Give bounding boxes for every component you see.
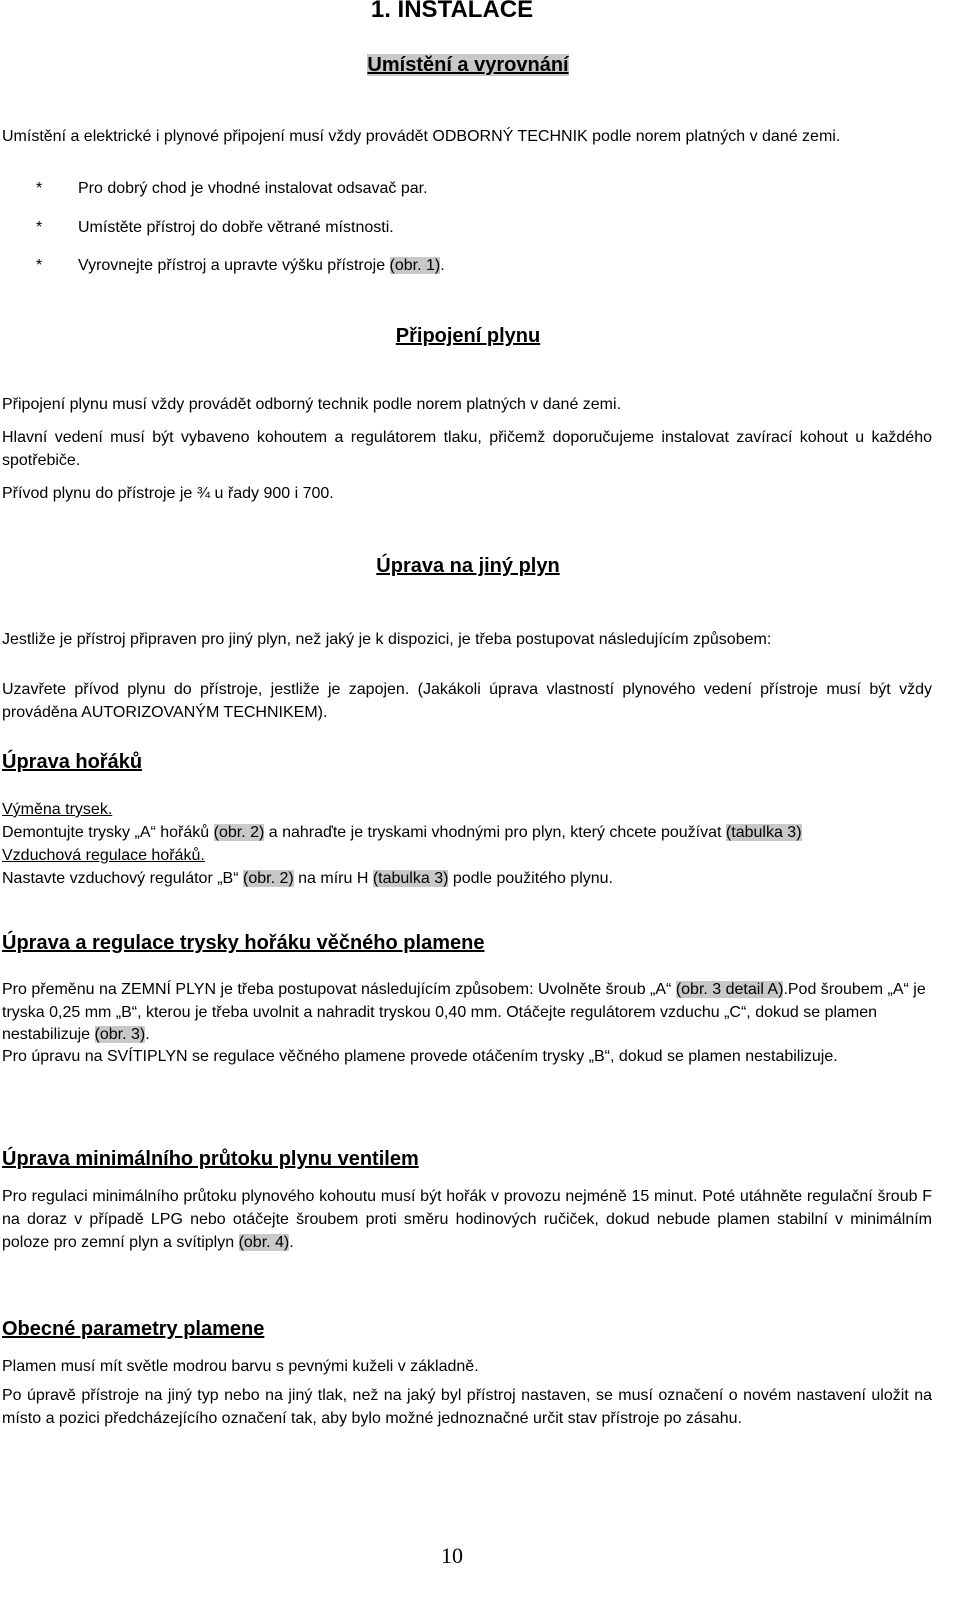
text-span: . — [289, 1234, 294, 1251]
bullet-item — [78, 257, 445, 275]
bullet-marker: * — [36, 180, 43, 197]
paragraph-min-flow — [2, 1185, 932, 1254]
paragraph-gas-2: Hlavní vedení musí být vybaveno kohoutem a regulátorem tlaku, přičemž doporučujeme instalovat zavírací kohout u každého spotřebiče. — [2, 429, 932, 469]
text-span: Pro regulaci minimálního průtoku plynového kohoutu musí být hořák v provozu nejméně 15 minut. Poté utáhněte regulační šroub F na doraz v případě LPG nebo otáčejte šroubem proti směru hodinových ručiček, dokud nebude plamen stabilní v minimálním poloze pro zemní plyn a svítiplyn — [2, 1188, 932, 1251]
paragraph-flame-1: Plamen musí mít světle modrou barvu s pevnými kuželi v základně. — [2, 1358, 479, 1375]
heading-min-flow: Úprava minimálního průtoku plynu ventilem — [2, 1148, 419, 1170]
figure-ref: (obr. 2) — [213, 824, 265, 841]
paragraph-gas-3: Přívod plynu do přístroje je ¾ u řady 900 i 700. — [2, 485, 334, 502]
text-span: Nastavte vzduchový regulátor „B“ — [2, 870, 243, 887]
heading-flame-parameters: Obecné parametry plamene — [2, 1318, 265, 1340]
paragraph-placement-intro: Umístění a elektrické i plynové připojení musí vždy provádět ODBORNÝ TECHNIK podle norem platných v dané zemi. — [2, 128, 841, 145]
paragraph-pilot-2: Pro úpravu na SVÍTIPLYN se regulace věčného plamene provede otáčením trysky „B“, dokud se plamen nestabilizuje. — [2, 1048, 838, 1065]
paragraph-flame-2: Po úpravě přístroje na jiný typ nebo na jiný tlak, než na jaký byl přístroj nastaven, se musí označení o novém nastavení uložit na místo a pozici předcházejícího označení tak, aby bylo možné jednoznačné určit stav přístroje po zásahu. — [2, 1387, 932, 1427]
bullet-item: Pro dobrý chod je vhodné instalovat odsavač par. — [78, 180, 428, 197]
bullet-marker: * — [36, 257, 43, 274]
heading-placement-text: Umístění a vyrovnání — [367, 54, 569, 76]
paragraph-pilot-1 — [2, 979, 932, 1047]
paragraph-conversion-2: Uzavřete přívod plynu do přístroje, jestliže je zapojen. (Jakákoli úprava vlastností plynového vedení přístroje musí být vždy prováděna AUTORIZOVANÝM TECHNIKEM). — [2, 681, 932, 721]
figure-ref: (obr. 2) — [243, 870, 294, 887]
text-span: a nahraďte je tryskami vhodnými pro plyn, který chcete používat — [264, 824, 726, 841]
figure-ref: (obr. 3) — [94, 1026, 146, 1043]
bullet-marker: * — [36, 219, 43, 236]
burners-line-2 — [2, 821, 932, 844]
figure-ref: (obr. 1) — [389, 257, 441, 274]
page-number: 10 — [441, 1543, 463, 1568]
heading-burners: Úprava hořáků — [2, 751, 143, 773]
figure-ref: (obr. 3 detail A) — [675, 981, 784, 998]
table-ref: (tabulka 3) — [725, 824, 802, 841]
burners-line-4 — [2, 867, 932, 890]
heading-pilot-flame: Úprava a regulace trysky hořáku věčného plamene — [2, 932, 485, 954]
heading-gas-conversion: Úprava na jiný plyn — [376, 555, 560, 577]
text-span: Demontujte trysky „A“ hořáků — [2, 824, 214, 841]
burners-line-3: Vzduchová regulace hořáků. — [2, 847, 205, 864]
text-span: Pro přeměnu na ZEMNÍ PLYN je třeba postupovat následujícím způsobem: Uvolněte šroub „A“ — [2, 981, 676, 998]
bullet-item: Umístěte přístroj do dobře větrané místnosti. — [78, 219, 394, 236]
page-title: 1. INSTALACE — [370, 0, 534, 23]
burners-block — [2, 798, 932, 890]
text-span: . — [145, 1026, 150, 1043]
burners-line-1: Výměna trysek. — [2, 801, 113, 818]
figure-ref: (obr. 4) — [238, 1234, 290, 1251]
paragraph-conversion-1: Jestliže je přístroj připraven pro jiný plyn, než jaký je k dispozici, je třeba postupovat následujícím způsobem: — [2, 631, 772, 648]
heading-placement — [0, 54, 936, 77]
text-span: .Pod šroubem „A“ je tryska 0,25 mm „B“, kterou je třeba uvolnit a nahradit tryskou 0,40 mm. Otáčejte regulátorem vzduchu „C“, dokud se plamen nestabilizuje — [2, 981, 926, 1043]
heading-gas-connection: Připojení plynu — [395, 325, 541, 347]
paragraph-gas-1: Připojení plynu musí vždy provádět odborný technik podle norem platných v dané zemi. — [2, 396, 622, 413]
bullet-item-text: Vyrovnejte přístroj a upravte výšku přístroje — [78, 257, 390, 274]
text-span: na míru H — [293, 870, 373, 887]
bullet-item-end: . — [440, 257, 445, 274]
text-span: podle použitého plynu. — [448, 870, 613, 887]
table-ref: (tabulka 3) — [372, 870, 449, 887]
